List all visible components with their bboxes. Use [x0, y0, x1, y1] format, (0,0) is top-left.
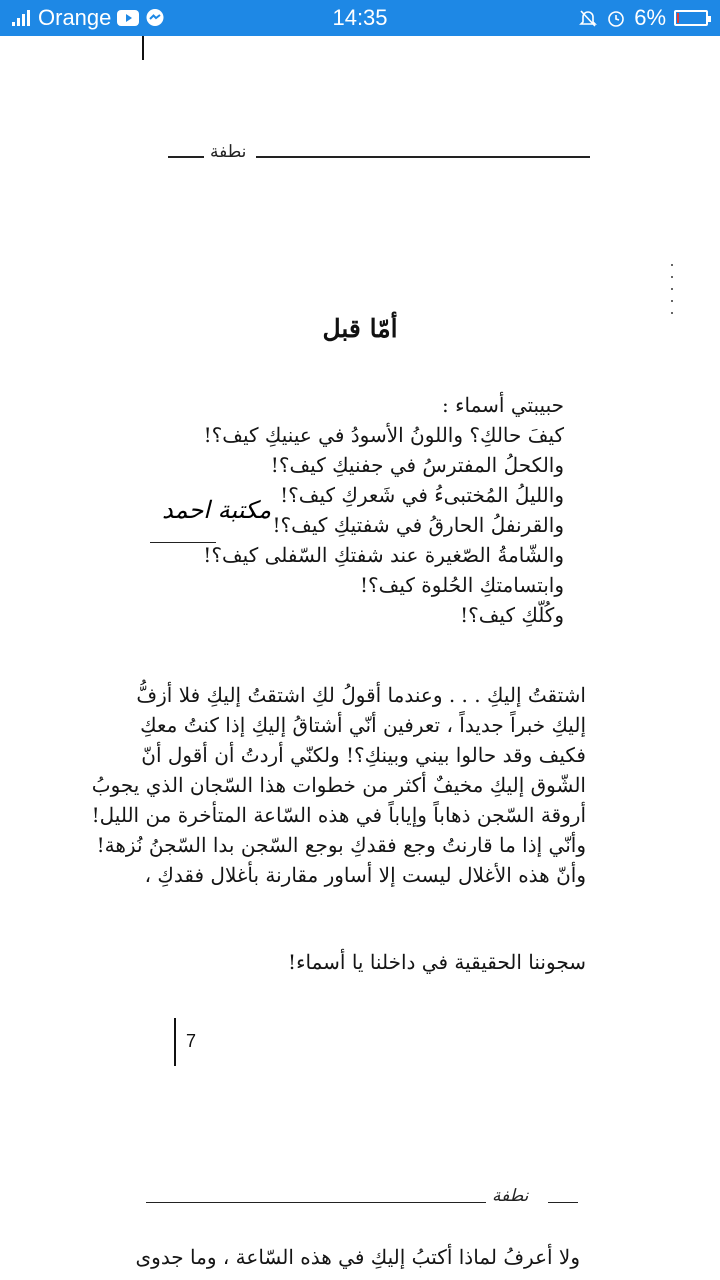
status-bar	[0, 0, 720, 36]
page-number-bar	[174, 1018, 176, 1066]
verse-line: والقرنفلُ الحارقُ في شفتيكِ كيف؟!	[272, 513, 564, 537]
stamp-underline	[150, 542, 216, 543]
clock: 14:35	[332, 5, 388, 30]
running-header-2: نطفة	[492, 1186, 529, 1206]
prose-paragraph	[91, 680, 586, 890]
page-number: 7	[186, 1031, 197, 1051]
paragraph-line: وأنّي إذا ما قارنتُ وجع فقدكِ بوجع السّجن بدا السّجنُ نُزهة!	[96, 833, 586, 857]
paragraph-line: وأنّ هذه الأغلال ليست إلا أساور مقارنة بأغلال فقدكِ ،	[144, 863, 586, 887]
paragraph-line: اشتقتُ إليكِ . . . وعندما أقولُ لكِ اشتقتُ إليكِ فلا أزفُّ	[136, 683, 586, 707]
running-header: نطفة	[210, 142, 247, 162]
closing-line-block	[240, 947, 586, 977]
library-stamp: مكتبة احمد	[162, 496, 272, 524]
verse-line: وكُلّكِ كيف؟!	[460, 603, 564, 627]
status-right	[578, 0, 708, 36]
chapter-title: أمّا قبل	[322, 314, 398, 343]
paragraph-line: إليكِ خبراً جديداً ، تعرفين أنّي أشتاقُ إليكِ إذا كنتُ معكِ	[140, 713, 586, 737]
battery-percent: 6%	[634, 5, 666, 30]
next-page-first-line: ولا أعرفُ لماذا أكتبُ إليكِ في هذه السّاعة ، وما جدوى	[135, 1245, 580, 1269]
next-page-text	[135, 1242, 580, 1272]
closing-line: سجوننا الحقيقية في داخلنا يا أسماء!	[288, 950, 586, 974]
book-page-viewer[interactable]	[0, 36, 720, 1280]
header-rule-short	[168, 156, 204, 158]
salutation: حبيبتي أسماء :	[441, 393, 564, 417]
verse-line: وابتسامتكِ الحُلوة كيف؟!	[360, 573, 564, 597]
paragraph-line: أروقة السّجن ذهاباً وإياباً في هذه السّاعة المتأخرة من الليل!	[91, 803, 586, 827]
silent-bell-icon	[578, 8, 598, 28]
verse-line: والكحلُ المفترسُ في جفنيكِ كيف؟!	[270, 453, 564, 477]
top-page-edge-mark	[142, 36, 144, 60]
paragraph-line: فكيف وقد حالوا بيني وبينكِ؟! ولكنّي أردتُ أن أقول أنّ	[141, 743, 586, 767]
battery-icon	[674, 10, 708, 26]
paragraph-line: الشّوق إليكِ مخيفٌ أكثر من خطوات هذا السّجان الذي يجوبُ	[91, 773, 586, 797]
verse-line: كيفَ حالكِ؟ واللونُ الأسودُ في عينيكِ كيف؟!	[203, 423, 564, 447]
carrier-name: Orange	[38, 5, 112, 30]
battery-fill	[677, 13, 679, 23]
header-rule-long	[256, 156, 590, 158]
alarm-icon	[606, 8, 626, 28]
verse-line: والليلُ المُختبىءُ في شَعركِ كيف؟!	[280, 483, 564, 507]
header-rule-short-2	[548, 1202, 578, 1203]
header-rule-long-2	[146, 1202, 486, 1203]
verse-line: والشّامةُ الصّغيرة عند شفتكِ السّفلى كيف؟!	[203, 543, 564, 567]
